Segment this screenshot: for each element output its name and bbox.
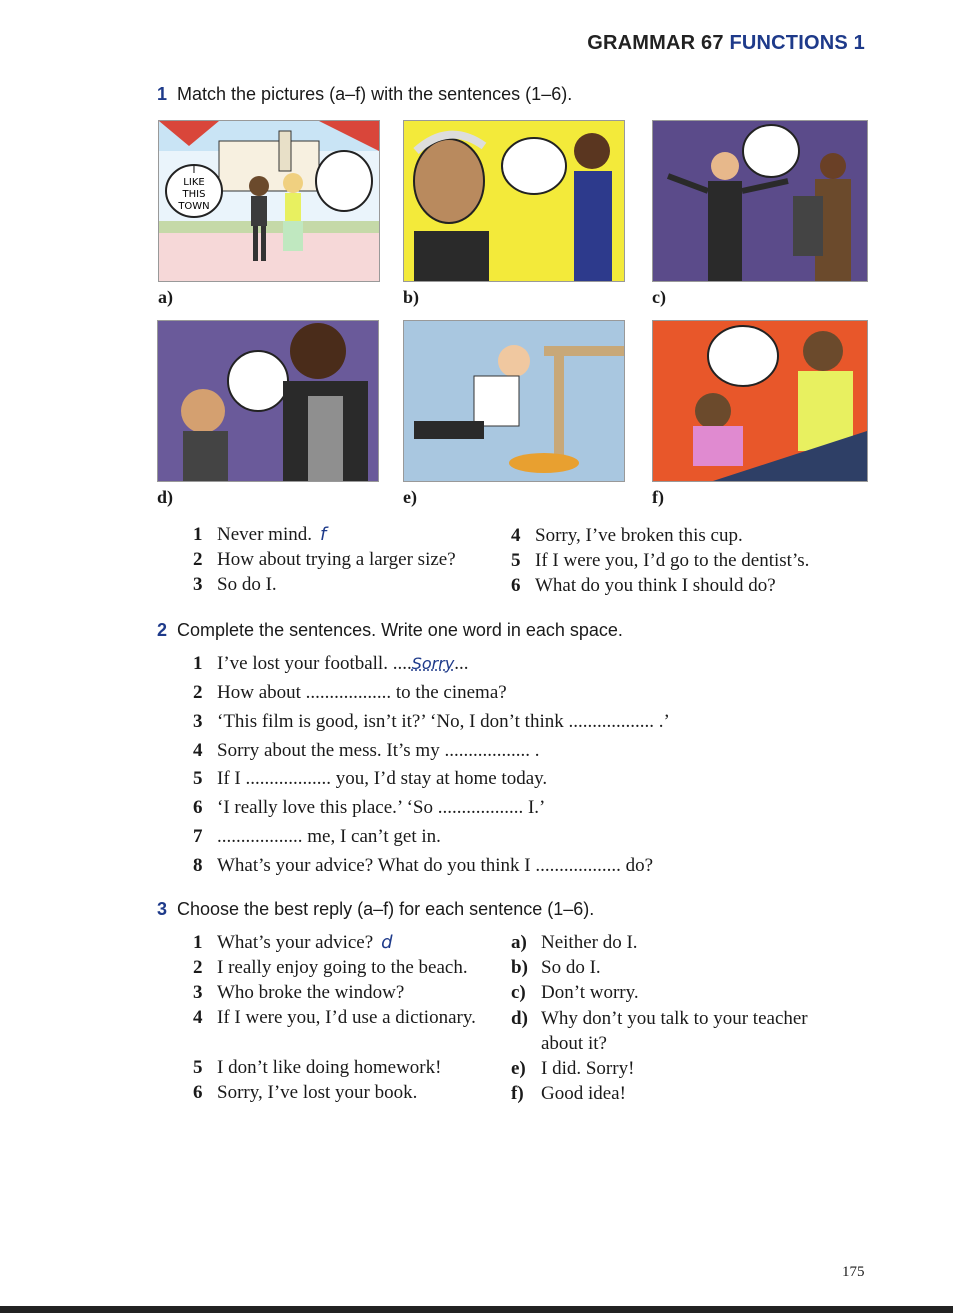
ex2-item-1: 1 I’ve lost your football. ....Sorry... [193,653,469,674]
ex3-reply-a: a) Neither do I. [511,932,638,953]
ex3-sentence-2: 2 I really enjoy going to the beach. [193,957,468,978]
ex3-reply-d: d) Why don’t you talk to your teacher [511,1008,808,1029]
spilled-drink-illustration [653,321,867,481]
ex2-item-3: 3 ‘This film is good, isn’t it?’ ‘No, I don’t think .................. .’ [193,711,670,732]
ex1-sentence-2: 2 How about trying a larger size? [193,549,456,570]
svg-text:LIKE: LIKE [183,177,205,188]
picture-f [652,320,868,482]
exercise-3-title: 3 Choose the best reply (a–f) for each sentence (1–6). [157,899,595,919]
ex2-item-6: 6 ‘I really love this place.’ ‘So .................. I.’ [193,797,546,818]
ex2-item-2: 2 How about .................. to the cinema? [193,682,507,703]
picture-d [157,320,379,482]
picture-b [403,120,625,282]
student-teacher-illustration [158,321,378,481]
ex3-reply-f: f) Good idea! [511,1083,626,1104]
shop-jacket-illustration [653,121,867,281]
ex2-item-4: 4 Sorry about the mess. It’s my .................. . [193,740,540,761]
page-number: 175 [842,1264,865,1280]
ex2-item-7: 7 .................. me, I can’t get in. [193,826,441,847]
exercise-1-title: 1 Match the pictures (a–f) with the sentences (1–6). [157,84,573,104]
picture-f-label: f) [652,487,664,507]
ex3-reply-c: c) Don’t worry. [511,982,639,1003]
ex3-reply-e: e) I did. Sorry! [511,1058,635,1079]
svg-text:THIS: THIS [182,189,206,200]
ex1-sentence-5: 5 If I were you, I’d go to the dentist’s. [511,550,810,571]
broken-cup-illustration [404,321,624,481]
picture-c [652,120,868,282]
bottom-border [0,1306,953,1313]
ex3-sentence-5: 5 I don’t like doing homework! [193,1057,442,1078]
exercise-2-title: 2 Complete the sentences. Write one word in each space. [157,620,623,640]
ex3-reply-d-continued: about it? [541,1033,607,1054]
toothache-illustration [404,121,624,281]
town-scene-illustration [159,121,379,281]
ex2-item-8: 8 What’s your advice? What do you think I .................. do? [193,855,654,876]
ex1-answer-1: f [319,524,327,545]
picture-c-label: c) [652,287,666,307]
ex3-sentence-6: 6 Sorry, I’ve lost your book. [193,1082,418,1103]
ex3-reply-b: b) So do I. [511,957,601,978]
picture-a-label: a) [158,287,173,307]
header-topic: FUNCTIONS 1 [729,32,865,54]
ex1-sentence-3: 3 So do I. [193,574,277,595]
ex1-sentence-1: 1 Never mind. f [193,524,327,545]
ex3-sentence-3: 3 Who broke the window? [193,982,405,1003]
ex1-sentence-4: 4 Sorry, I’ve broken this cup. [511,525,743,546]
ex2-answer-1: Sorry [411,654,455,673]
picture-d-label: d) [157,487,174,507]
ex3-sentence-4: 4 If I were you, I’d use a dictionary. [193,1007,476,1028]
picture-e-label: e) [403,487,417,507]
picture-a [158,120,380,282]
ex1-sentence-6: 6 What do you think I should do? [511,575,776,596]
header-unit: GRAMMAR 67 [587,32,724,54]
svg-text:TOWN: TOWN [178,201,210,212]
picture-e [403,320,625,482]
svg-text:I: I [192,165,196,176]
ex3-answer-1: d [381,932,393,953]
page-header [587,32,865,55]
ex3-sentence-1: 1 What’s your advice? d [193,932,393,953]
ex2-item-5: 5 If I .................. you, I’d stay at home today. [193,768,548,789]
picture-b-label: b) [403,287,420,307]
